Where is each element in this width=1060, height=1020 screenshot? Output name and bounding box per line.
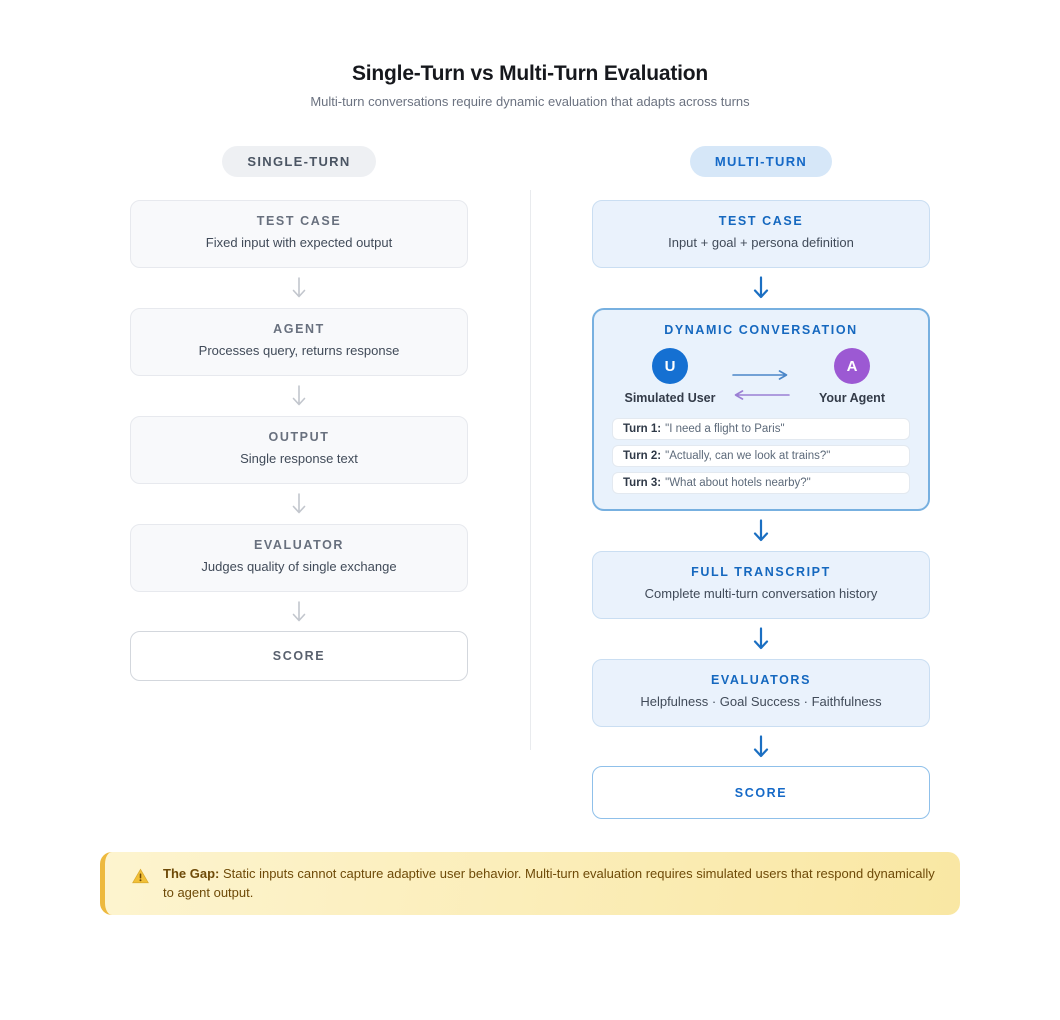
page-title: Single-Turn vs Multi-Turn Evaluation [351,62,709,85]
single-turn-column [130,146,468,681]
right-arrow-blue-icon [732,370,790,380]
column-divider [530,190,531,750]
gap-callout [100,852,960,915]
header [0,0,1060,109]
turn-label: Turn 3: [623,477,662,489]
gap-callout-label: The Gap: [163,866,223,881]
down-arrow-gray-icon [291,493,307,515]
left-arrow-purple-icon [732,390,790,400]
box-desc: Fixed input with expected output [205,235,393,250]
down-arrow-blue-icon [752,276,770,300]
turn-label: Turn 2: [623,450,662,462]
full-transcript-box [592,551,930,619]
single-turn-evaluator-box [130,524,468,592]
multi-turn-test-case-box [592,200,930,268]
box-title: OUTPUT [268,430,330,444]
down-arrow-blue-icon [752,519,770,543]
multi-turn-badge: MULTI-TURN [690,146,832,177]
box-title: TEST CASE [718,214,804,228]
box-desc: Helpfulness · Goal Success · Faithfulness [640,694,882,709]
warning-icon [132,868,149,884]
box-desc: Processes query, returns response [198,343,400,358]
user-label: Simulated User [624,391,716,405]
down-arrow-blue-icon [752,735,770,759]
evaluators-box [592,659,930,727]
turn-text: "Actually, can we look at trains?" [665,450,831,462]
down-arrow-blue-icon [752,627,770,651]
down-arrow-gray-icon [291,385,307,407]
single-turn-agent-box [130,308,468,376]
dynamic-conversation-title: DYNAMIC CONVERSATION [664,323,858,337]
gap-callout-body: Static inputs cannot capture adaptive user behavior. Multi-turn evaluation requires simulated users that respond dynamically to agent output. [163,866,935,900]
box-desc: Judges quality of single exchange [201,559,397,574]
agent-label: Your Agent [819,391,885,405]
box-title: EVALUATOR [253,538,345,552]
gap-callout-text [163,865,938,902]
down-arrow-gray-icon [291,601,307,623]
single-turn-output-box [130,416,468,484]
single-turn-score-box: SCORE [130,631,468,681]
turn-label: Turn 1: [623,423,662,435]
turn-list [612,418,910,494]
box-title: FULL TRANSCRIPT [691,565,831,579]
down-arrow-gray-icon [291,277,307,299]
user-avatar: U [652,348,688,384]
agent-avatar: A [834,348,870,384]
page-subtitle: Multi-turn conversations require dynamic evaluation that adapts across turns [310,94,750,109]
turn-text: "I need a flight to Paris" [665,423,785,435]
turn-text: "What about hotels nearby?" [665,477,811,489]
turn-row [612,472,910,494]
multi-turn-score-box: SCORE [592,766,930,819]
box-title: TEST CASE [256,214,342,228]
simulated-user [620,348,720,405]
single-turn-badge: SINGLE-TURN [222,146,375,177]
box-desc: Input + goal + persona definition [668,235,854,250]
turn-row [612,418,910,440]
turn-row [612,445,910,467]
box-title: EVALUATORS [710,673,812,687]
multi-turn-column [592,146,930,819]
single-turn-test-case-box [130,200,468,268]
box-desc: Complete multi-turn conversation history [644,586,878,601]
box-title: AGENT [273,322,325,336]
dynamic-conversation-box [592,308,930,511]
box-desc: Single response text [240,451,358,466]
your-agent [802,348,902,405]
